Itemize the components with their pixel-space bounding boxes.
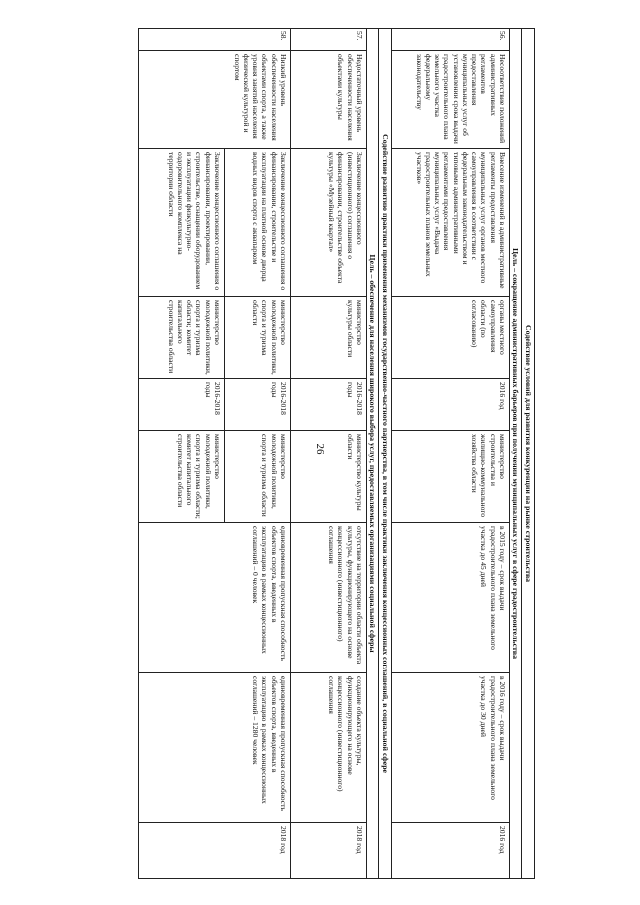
section-title-row: [379, 29, 392, 879]
problem-cell: Недостаточный уровень обеспеченности населения объектами культуры: [291, 51, 367, 149]
period-cell: 2016-2018 годы: [139, 379, 225, 431]
target-value-cell: единовременная пропускная способность объектов спорта, введенных в эксплуатацию в рамках концессионных соглашений – 1280 человек: [139, 673, 291, 823]
responsible-cell: министерство культуры области: [291, 297, 367, 379]
table-row: [392, 29, 510, 879]
current-value-cell: в 2015 году – срок выдачи градостроительного плана земельного участка до 45 дней: [392, 523, 510, 673]
coordinator-cell: министерство культуры области: [291, 431, 367, 523]
row-number: 56.: [392, 29, 510, 51]
year-cell: 2018 год: [291, 823, 367, 879]
section-title-row: [522, 29, 535, 879]
coordinator-cell: министерство молодежной политики, спорта и туризма области; комитет капитального строительства области: [139, 431, 225, 523]
coordinator-cell: министерство молодежной политики, спорта и туризма области: [225, 431, 291, 523]
target-value-cell: в 2016 году – срок выдачи градостроительного плана земельного участка до 30 дней: [392, 673, 510, 823]
goal-row: [367, 29, 380, 879]
year-cell: 2016 год: [392, 823, 510, 879]
responsible-cell: министерство молодежной политики, спорта и туризма области; комитет капитального строительства области: [139, 297, 225, 379]
responsible-cell: министерство молодежной политики, спорта и туризма области: [225, 297, 291, 379]
action-cell: Заключение концессионного (инвестиционного) соглашения о финансировании, строительстве объекта культуры «Музейный квартал»: [291, 149, 367, 297]
target-value-cell: создание объекта культуры, функционирующего на основе концессионного (инвестиционного) соглашения: [291, 673, 367, 823]
action-cell: Внесение изменений в административные регламенты предоставления муниципальных услуг органов местного самоуправления в соответствии с федеральным законодательством и типовыми административными регламентами предоставления муниципальных услуг «Выдача градостроительных планов земельных участков»: [392, 149, 510, 297]
problem-cell: Несоответствие положений административных регламентов предоставления муниципальных услуг об установлении срока выдачи градостроительного плана земельного участка федеральному законодательству: [392, 51, 510, 149]
rotated-page-content: [115, 28, 535, 878]
year-cell: 2018 год: [139, 823, 291, 879]
row-number: 57.: [291, 29, 367, 51]
goal-row: [510, 29, 523, 879]
action-cell: Заключение концессионного соглашения о финансировании, строительстве и эксплуатации на платной основе дворца водных видов спорта с аквапарком: [225, 149, 291, 297]
goal-text: Цель – обеспечение для населения широкого выбора услуг, предоставляемых организациями социальной сферы: [367, 29, 380, 879]
period-cell: 2016-2018 годы: [225, 379, 291, 431]
goal-text: Цель – сокращение административных барьеров при получении муниципальных услуг в сфере градостроительства: [510, 29, 523, 879]
action-cell: Заключение концессионного соглашения о финансировании, проектировании, строительстве, оснащении оборудованием и эксплуатации физкультурно-оздоровительного комплекса на территории области: [139, 149, 225, 297]
period-cell: 2016-2018 годы: [291, 379, 367, 431]
page-number: 26: [314, 443, 326, 455]
table-row: [225, 29, 291, 879]
section-title: Содействие условий для развития конкуренции на рынке строительства: [522, 29, 535, 879]
current-value-cell: единовременная пропускная способность объектов спорта, введенных в эксплуатацию в рамках концессионных соглашений – 0 человек: [139, 523, 291, 673]
section-title: Содействие развитию практики применения механизмов государственно-частного партнерства, в том числе практики заключения концессионных соглашений, в социальной сфере: [379, 29, 392, 879]
current-value-cell: отсутствие на территории области объекта культуры, функционирующего на основе концессионного (инвестиционного) соглашения: [291, 523, 367, 673]
problem-cell: Низкий уровень обеспеченности населения объектами спорта, а также уровня занятий населения физической культурой и спортом: [139, 51, 291, 149]
coordinator-cell: министерство строительства и жилищно-коммунального хозяйства области: [392, 431, 510, 523]
period-cell: 2016 год: [392, 379, 510, 431]
measures-table: [138, 28, 535, 879]
table-row: [291, 29, 367, 879]
row-number: 58.: [139, 29, 291, 51]
responsible-cell: органы местного самоуправления области (по согласованию): [392, 297, 510, 379]
